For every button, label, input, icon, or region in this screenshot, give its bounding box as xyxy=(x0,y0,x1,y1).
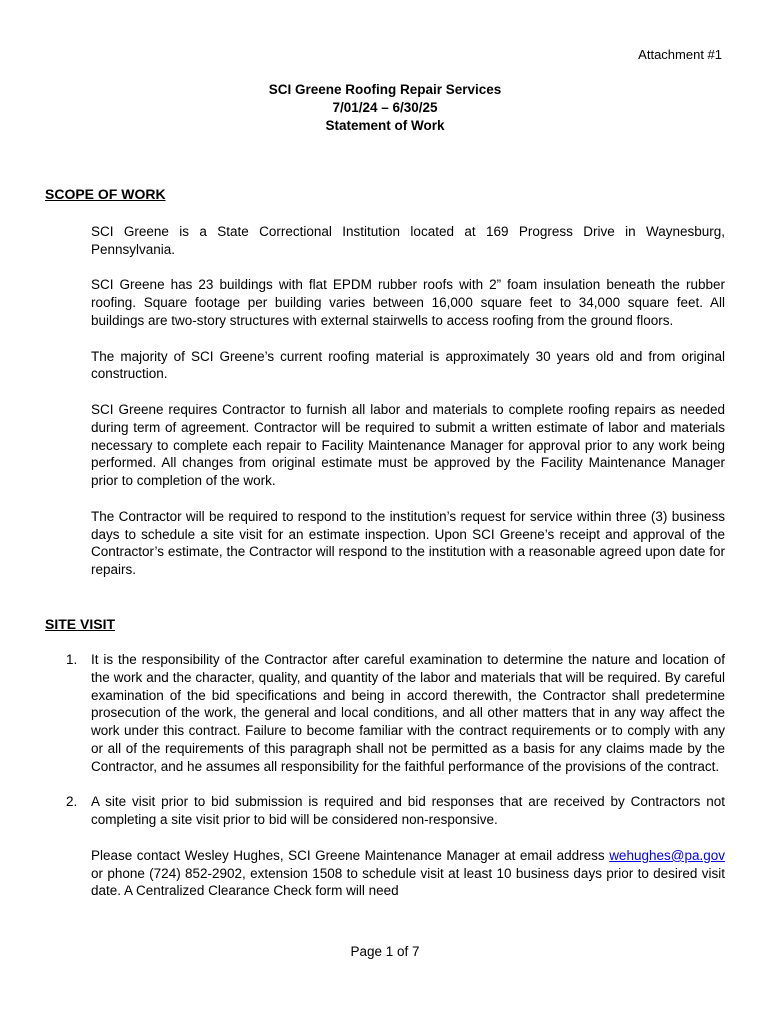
list-item-number: 1. xyxy=(66,652,78,667)
scope-paragraph: SCI Greene has 23 buildings with flat EPDM rubber roofs with 2” foam insulation beneath the rubber roofing. Square footage per building varies between 16,000 square feet to 34,000 square feet. All buildings are two-story structures with external stairwells to access roofing from the ground floors. xyxy=(91,277,725,328)
scope-paragraph: The majority of SCI Greene’s current roofing material is approximately 30 years old and from original construction. xyxy=(91,348,725,382)
scope-of-work-body xyxy=(91,223,725,597)
list-item-paragraph: It is the responsibility of the Contractor after careful examination to determine the nature and location of the work and the character, quality, and quantity of the labor and materials that will be required. By careful examination of the bid specifications and being in accord therewith, the Contractor shall predetermine prosecution of the work, the general and local conditions, and all other matters that in any way affect the work under this contract. Failure to become familiar with the contract requirements or to comply with any or all of the requirements of this paragraph shall not be permitted as a basis for any claims made by the Contractor, and he assumes all responsibility for the faithful performance of the provisions of the contract. xyxy=(91,652,725,774)
site-visit-heading: SITE VISIT xyxy=(45,616,116,632)
title-block xyxy=(0,81,770,135)
contact-prefix: Please contact Wesley Hughes, SCI Greene Maintenance Manager at email address xyxy=(91,847,605,863)
list-item-text xyxy=(91,793,725,900)
site-visit-list xyxy=(45,651,725,918)
list-item-paragraph: A site visit prior to bid submission is required and bid responses that are received by Contractors not completing a site visit prior to bid will be considered non-responsive. xyxy=(91,794,725,828)
scope-paragraph: SCI Greene is a State Correctional Institution located at 169 Progress Drive in Waynesburg, Pennsylvania. xyxy=(91,224,725,257)
contact-paragraph xyxy=(91,847,725,900)
contract-dates: 7/01/24 – 6/30/25 xyxy=(332,100,438,115)
document-title: SCI Greene Roofing Repair Services xyxy=(268,82,502,97)
email-link[interactable]: wehughes@pa.gov xyxy=(609,847,725,863)
scope-paragraph: SCI Greene requires Contractor to furnish all labor and materials to complete roofing repairs as needed during term of agreement. Contractor will be required to submit a written estimate of labor and materials necessary to complete each repair to Facility Maintenance Manager for approval prior to any work being performed. All changes from original estimate must be approved by the Facility Maintenance Manager prior to completion of the work. xyxy=(91,401,725,489)
page-number: Page 1 of 7 xyxy=(350,944,420,959)
list-item-number: 2. xyxy=(66,794,78,810)
scope-of-work-heading: SCOPE OF WORK xyxy=(45,186,166,202)
contact-suffix: or phone (724) 852-2902, extension 1508 to schedule visit at least 10 business days prior to desired visit date. A Centralized Clearance Check form will need xyxy=(91,865,725,899)
document-subtitle: Statement of Work xyxy=(325,118,445,133)
scope-paragraph: The Contractor will be required to respond to the institution’s request for service within three (3) business days to schedule a site visit for an estimate inspection. Upon SCI Greene’s receipt and approval of the Contractor’s estimate, the Contractor will respond to the institution with a reasonable agreed upon date for repairs. xyxy=(91,508,725,578)
list-item-text xyxy=(91,651,725,776)
list-item xyxy=(45,651,725,776)
list-item xyxy=(45,793,725,900)
attachment-label: Attachment #1 xyxy=(638,47,722,62)
